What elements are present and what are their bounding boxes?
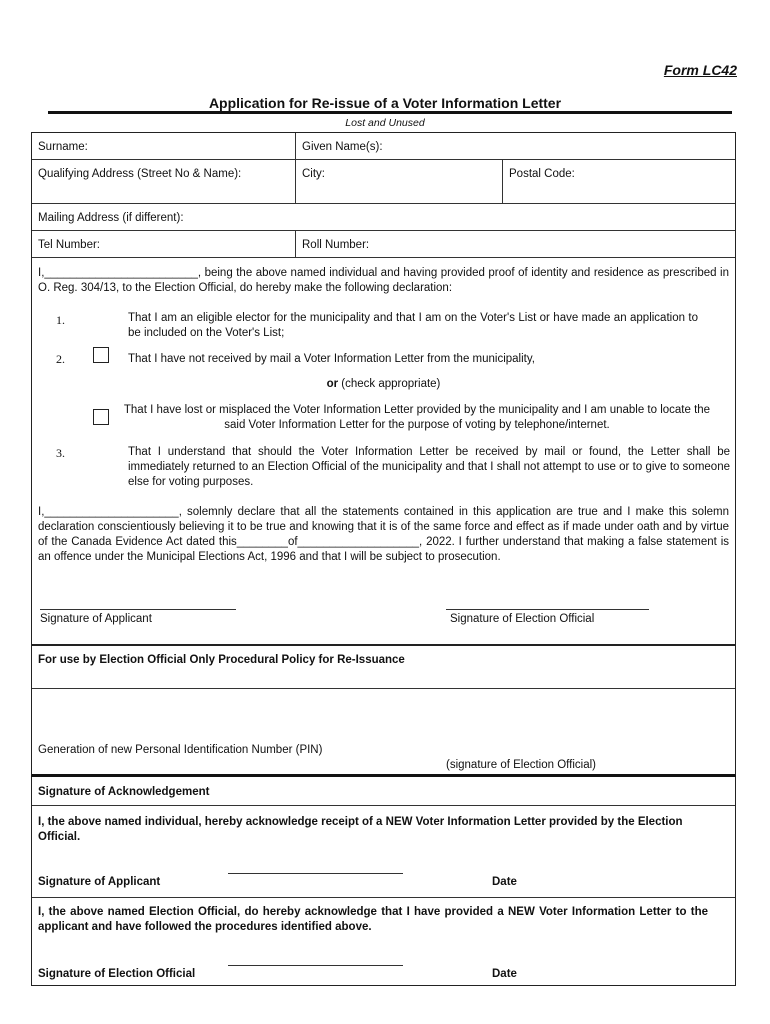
official-use-divider [32,688,735,689]
given-names-field[interactable]: Given Name(s): [295,133,735,159]
item-1-number: 1. [56,313,65,327]
lost-checkbox[interactable] [93,409,109,425]
form-subtitle: Lost and Unused [345,117,425,129]
ack-applicant-row [32,806,735,898]
row-mailing [32,204,735,231]
official-signature-line[interactable] [446,609,649,610]
acknowledgement-heading: Signature of Acknowledgement [38,786,210,798]
form-title: Application for Re-issue of a Voter Information Letter [208,95,562,111]
official-use-heading: For use by Election Official Only Procedural Policy for Re-Issuance [38,654,405,666]
mailing-address-field[interactable]: Mailing Address (if different): [38,212,184,224]
row-address [32,160,735,204]
item-2-number: 2. [56,352,65,366]
official-signature-label: Signature of Election Official [450,613,595,625]
or-check-note: (check appropriate) [338,378,441,390]
item-1-text: That I am an eligible elector for the municipality and that I am on the Voter's List or have made an application to be included on the Voter's List; [128,312,698,339]
ack-official-text: I, the above named Election Official, do hereby acknowledge that I have provided a NEW Voter Information Letter to the applicant and have followed the procedures identified above. [38,906,708,933]
ack-official-row [32,898,735,986]
ack-applicant-signature-label: Signature of Applicant [38,876,161,888]
postal-code-field[interactable]: Postal Code: [502,160,735,203]
solemn-declaration: I,_____________________, solemnly declare that all the statements contained in this application are true and I make this solemn declaration conscientiously believing it to be true and knowing that it is of the same force and effect as if made under oath and by virtue of the Canada Evidence Act dated this________of___________________, 2022. I further understand that making a false statement is an offence under the Municipal Elections Act, 1996 and that I will be subject to prosecution. [38,506,729,563]
official-use-box [31,645,736,777]
ack-date-label-2: Date [492,968,517,980]
qualifying-address-field[interactable]: Qualifying Address (Street No & Name): [38,168,242,180]
row-tel-roll [32,231,735,258]
row-names [32,133,735,160]
ack-heading-row [32,777,735,806]
ack-applicant-text: I, the above named individual, hereby acknowledge receipt of a NEW Voter Information Letter provided by the Election Official. [38,816,683,843]
official-signature-paren: (signature of Election Official) [446,759,596,771]
ack-official-signature-label: Signature of Election Official [38,968,196,980]
ack-applicant-signature-line[interactable] [228,873,403,874]
item-3-number: 3. [56,446,65,460]
city-field[interactable]: City: [295,160,502,203]
form-code: Form LC42 [663,62,737,78]
applicant-signature-label: Signature of Applicant [40,613,152,625]
acknowledgement-box [31,777,736,986]
declaration-intro: I,________________________, being the above named individual and having provided proof of identity and residence as prescribed in O. Reg. 304/13, to the Election Official, do hereby make the following declaration: [38,267,729,294]
title-rule [48,111,732,114]
or-word: or [326,378,339,390]
item-3-text: That I understand that should the Voter Information Letter be received by mail or found, the Letter shall be immediately returned to an Election Official of the municipality and that I shall not attempt to use or to give to someone else for voting purposes. [128,446,730,488]
item-2-text: That I have not received by mail a Voter Information Letter from the municipality, [128,353,535,365]
surname-field[interactable]: Surname: [38,141,88,153]
pin-label: Generation of new Personal Identification Number (PIN) [38,744,323,756]
roll-number-field[interactable]: Roll Number: [295,231,735,257]
ack-date-label-1: Date [492,876,517,888]
ack-official-signature-line[interactable] [228,965,403,966]
main-form-box [31,132,736,645]
not-received-checkbox[interactable] [93,347,109,363]
item-2b-text: That I have lost or misplaced the Voter Information Letter provided by the municipality and I am unable to locate the said Voter Information Letter for the purpose of voting by telephone/internet. [123,404,711,431]
or-line [32,377,735,392]
tel-number-field[interactable]: Tel Number: [38,239,100,251]
applicant-signature-line[interactable] [40,609,236,610]
